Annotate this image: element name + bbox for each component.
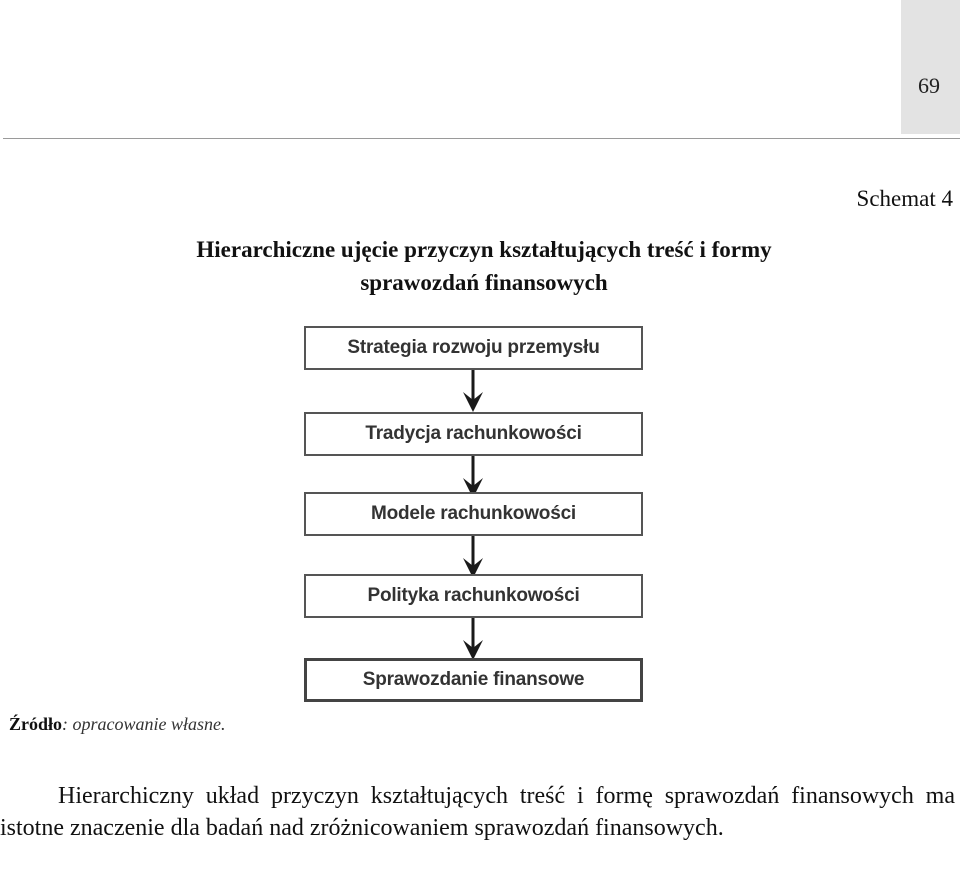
box-strategy: Strategia rozwoju przemysłu bbox=[304, 326, 643, 370]
box-models: Modele rachunkowości bbox=[304, 492, 643, 536]
figure-label: Schemat 4 bbox=[856, 186, 953, 211]
box-financial-statement: Sprawozdanie finansowe bbox=[304, 658, 643, 702]
header-divider bbox=[3, 138, 960, 139]
figure-title bbox=[74, 233, 894, 299]
source-label: Źródło bbox=[9, 714, 63, 734]
figure-title-line-1: Hierarchiczne ujęcie przyczyn kształtujących treść i formy bbox=[196, 237, 772, 262]
box-policy: Polityka rachunkowości bbox=[304, 574, 643, 618]
figure-title-line-2: sprawozdań finansowych bbox=[360, 270, 608, 295]
source-text: : opracowanie własne. bbox=[62, 714, 226, 734]
page-header-tab bbox=[901, 0, 960, 134]
body-paragraph: Hierarchiczny układ przyczyn kształtujących treść i formę sprawozdań finansowych ma istotne znaczenie dla badań nad zróżnicowaniem sprawozdań finansowych. bbox=[0, 783, 955, 841]
page-number: 69 bbox=[918, 73, 940, 98]
figure-source bbox=[9, 714, 226, 735]
hierarchy-diagram bbox=[300, 322, 652, 712]
box-tradition: Tradycja rachunkowości bbox=[304, 412, 643, 456]
arrow-down-icon bbox=[461, 370, 485, 416]
